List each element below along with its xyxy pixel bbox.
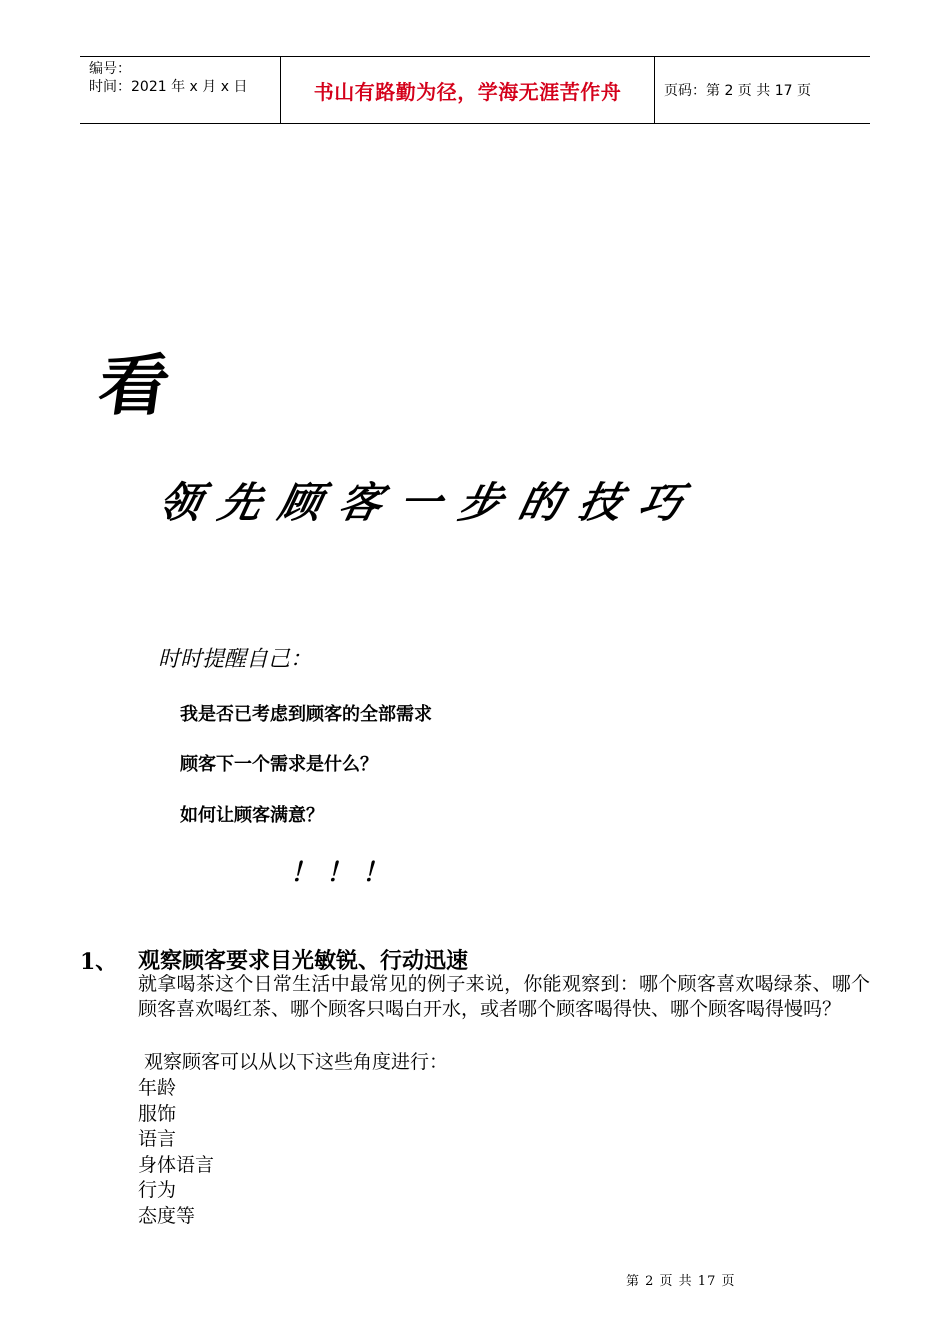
- section-number: 1、: [80, 949, 118, 975]
- angles-list: [138, 1076, 214, 1229]
- page-footer: 第 2 页 共 17 页: [626, 1274, 736, 1289]
- section-paragraph: 就拿喝茶这个日常生活中最常见的例子来说，你能观察到：哪个顾客喜欢喝绿茶、哪个顾客喜欢喝红茶、哪个顾客只喝白开水，或者哪个顾客喝得快、哪个顾客喝得慢吗？: [138, 973, 870, 1020]
- time-label: 时间：2021 年 x 月 x 日: [89, 79, 248, 95]
- list-item: 年龄: [138, 1077, 177, 1099]
- header-motto: 书山有路勤为径，学海无涯苦作舟: [281, 57, 655, 123]
- reminder-title: 时时提醒自己：: [158, 647, 313, 672]
- list-item: 身体语言: [138, 1153, 215, 1176]
- exclamation-marks: ！！！: [290, 858, 399, 888]
- angles-intro: 观察顾客可以从以下这些角度进行：: [144, 1051, 449, 1073]
- page-header: [80, 56, 870, 124]
- section-title: 观察顾客要求目光敏锐、行动迅速: [138, 949, 469, 974]
- header-meta: [80, 57, 281, 123]
- list-item: 语言: [138, 1128, 177, 1150]
- reminder-item: 顾客下一个需求是什么？: [180, 754, 378, 775]
- reminder-item: 如何让顾客满意？: [180, 805, 324, 826]
- list-item: 服饰: [138, 1102, 177, 1125]
- number-label: 编号：: [89, 61, 131, 77]
- page-subtitle: 领先顾客一步的技巧: [154, 478, 705, 527]
- header-page-info: 页码：第 2 页 共 17 页: [664, 83, 811, 99]
- list-item: 行为: [138, 1179, 177, 1201]
- title-character: 看: [93, 345, 177, 425]
- list-item: 态度等: [138, 1204, 196, 1227]
- reminder-item: 我是否已考虑到顾客的全部需求: [180, 704, 432, 725]
